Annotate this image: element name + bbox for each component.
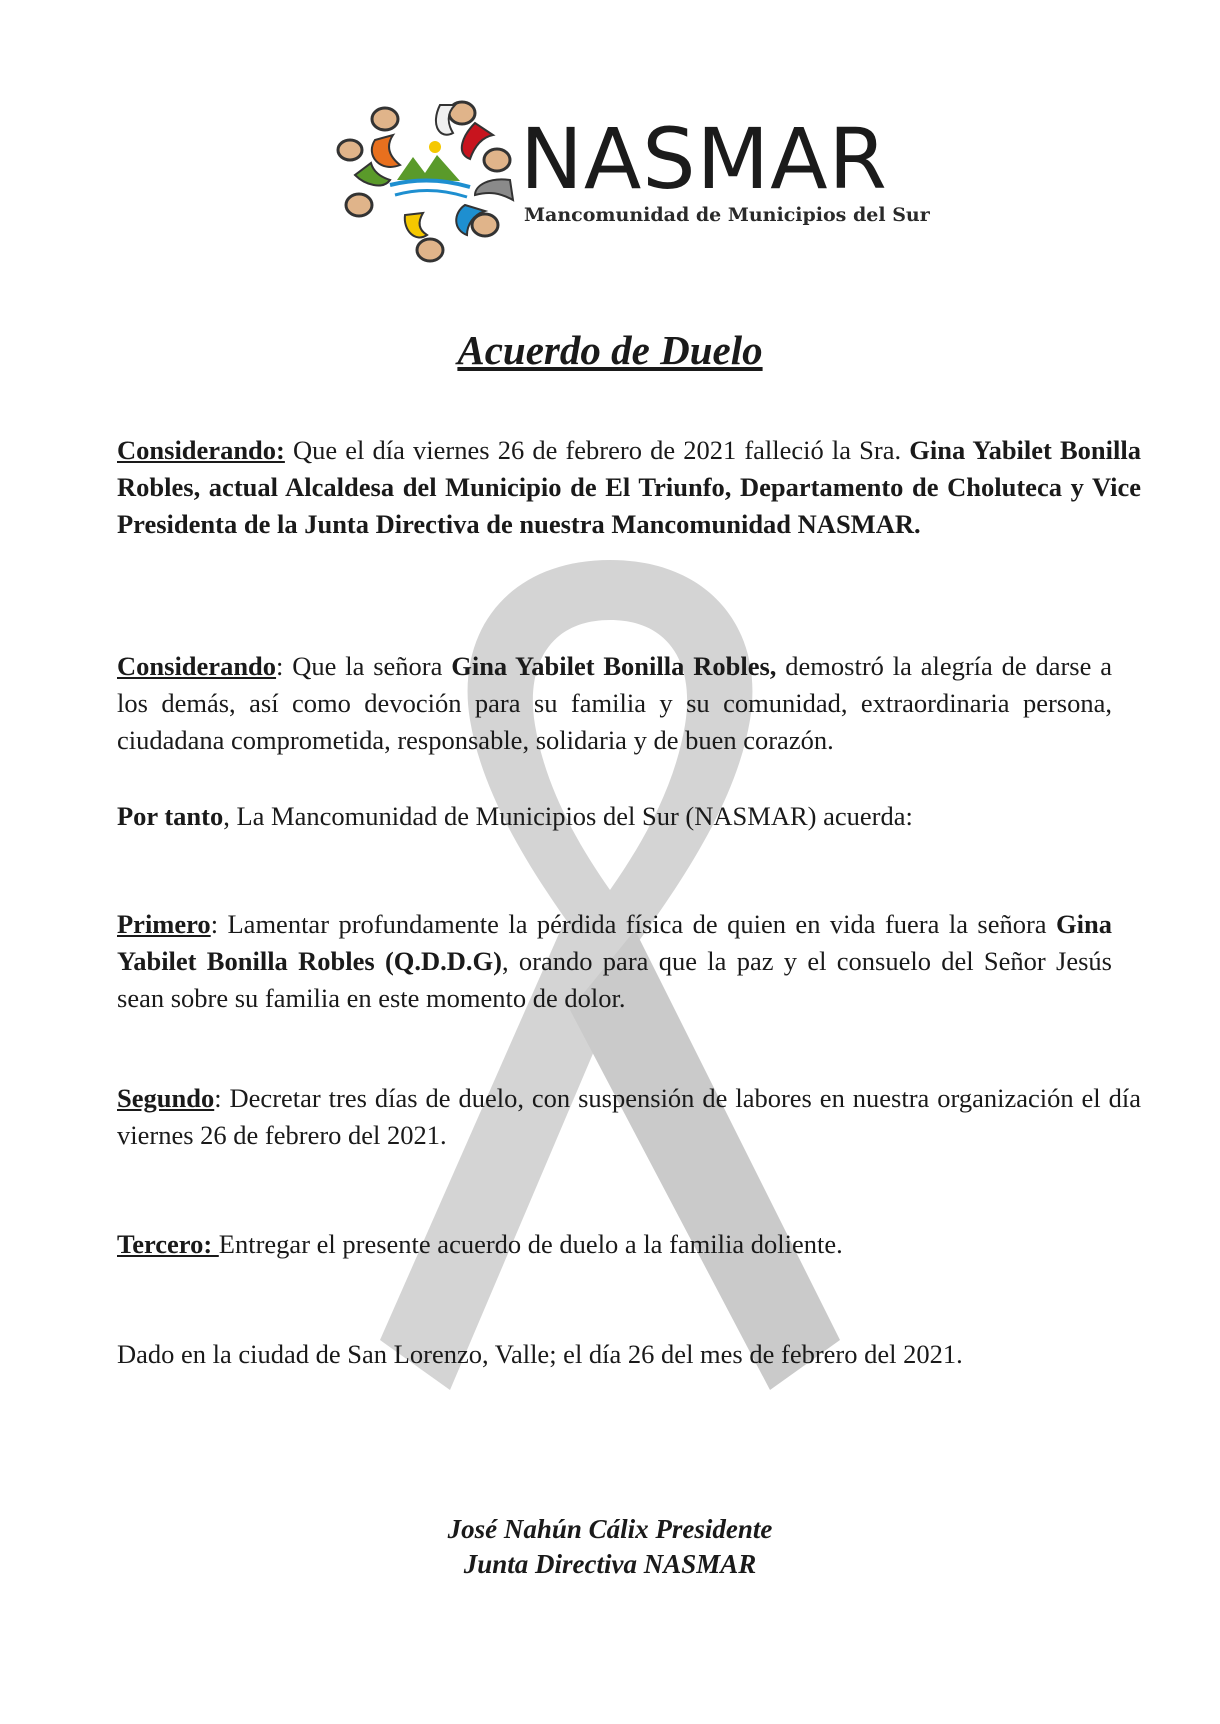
signature-role: Junta Directiva NASMAR <box>463 1549 757 1579</box>
primero-label: Primero <box>117 909 211 939</box>
considerando-label: Considerando <box>117 651 277 681</box>
paragraph-text: , La Mancomunidad de Municipios del Sur (NASMAR) acuerda: <box>223 801 913 831</box>
logo-wordmark: NASMAR <box>520 110 888 208</box>
paragraph-text: : Que la señora <box>276 651 452 681</box>
paragraph-text: : Decretar tres días de duelo, con suspensión de labores en nuestra organización el día viernes 26 de febrero del 2021. <box>117 1083 1141 1150</box>
paragraph-bold-text: Gina Yabilet Bonilla Robles (Q.D.D.G) <box>117 909 1112 976</box>
paragraph-text: Entregar el presente acuerdo de duelo a la familia doliente. <box>218 1229 843 1259</box>
primero-paragraph <box>117 906 1112 1017</box>
por-tanto-paragraph <box>117 798 1141 835</box>
signature-name: José Nahún Cálix Presidente <box>447 1514 773 1544</box>
considerando-paragraph-2 <box>117 648 1112 759</box>
people-circle-icon <box>335 85 525 265</box>
nasmar-logo <box>335 85 930 265</box>
por-tanto-label: Por tanto <box>117 801 224 831</box>
segundo-paragraph <box>117 1080 1141 1154</box>
document-title: Acuerdo de Duelo <box>457 327 763 373</box>
tercero-paragraph <box>117 1226 1141 1263</box>
tercero-label: Tercero: <box>117 1229 219 1259</box>
paragraph-text: , orando para que la paz y el consuelo del Señor Jesús sean sobre su familia en este momento de dolor. <box>117 946 1112 1013</box>
paragraph-text: demostró la alegría de darse a los demás, así como devoción para su familia y su comunidad, extraordinaria persona, ciudadana comprometida, responsable, solidaria y de buen corazón. <box>117 651 1112 755</box>
dado-en-paragraph: Dado en la ciudad de San Lorenzo, Valle; el día 26 del mes de febrero del 2021. <box>117 1339 963 1369</box>
paragraph-bold-text: Gina Yabilet Bonilla Robles, <box>451 651 777 681</box>
logo-subtitle: Mancomunidad de Municipios del Sur <box>524 204 930 226</box>
paragraph-text: : Lamentar profundamente la pérdida física de quien en vida fuera la señora <box>210 909 1057 939</box>
paragraph-text: Que el día viernes 26 de febrero de 2021 falleció la Sra. <box>284 435 910 465</box>
considerando-paragraph-1 <box>117 432 1141 543</box>
segundo-label: Segundo <box>117 1083 215 1113</box>
considerando-label: Considerando: <box>117 435 285 465</box>
paragraph-bold-text: Gina Yabilet Bonilla Robles, actual Alcaldesa del Municipio de El Triunfo, Departamento de Choluteca y Vice Presidenta de la Junta Directiva de nuestra Mancomunidad NASMAR. <box>117 435 1142 539</box>
